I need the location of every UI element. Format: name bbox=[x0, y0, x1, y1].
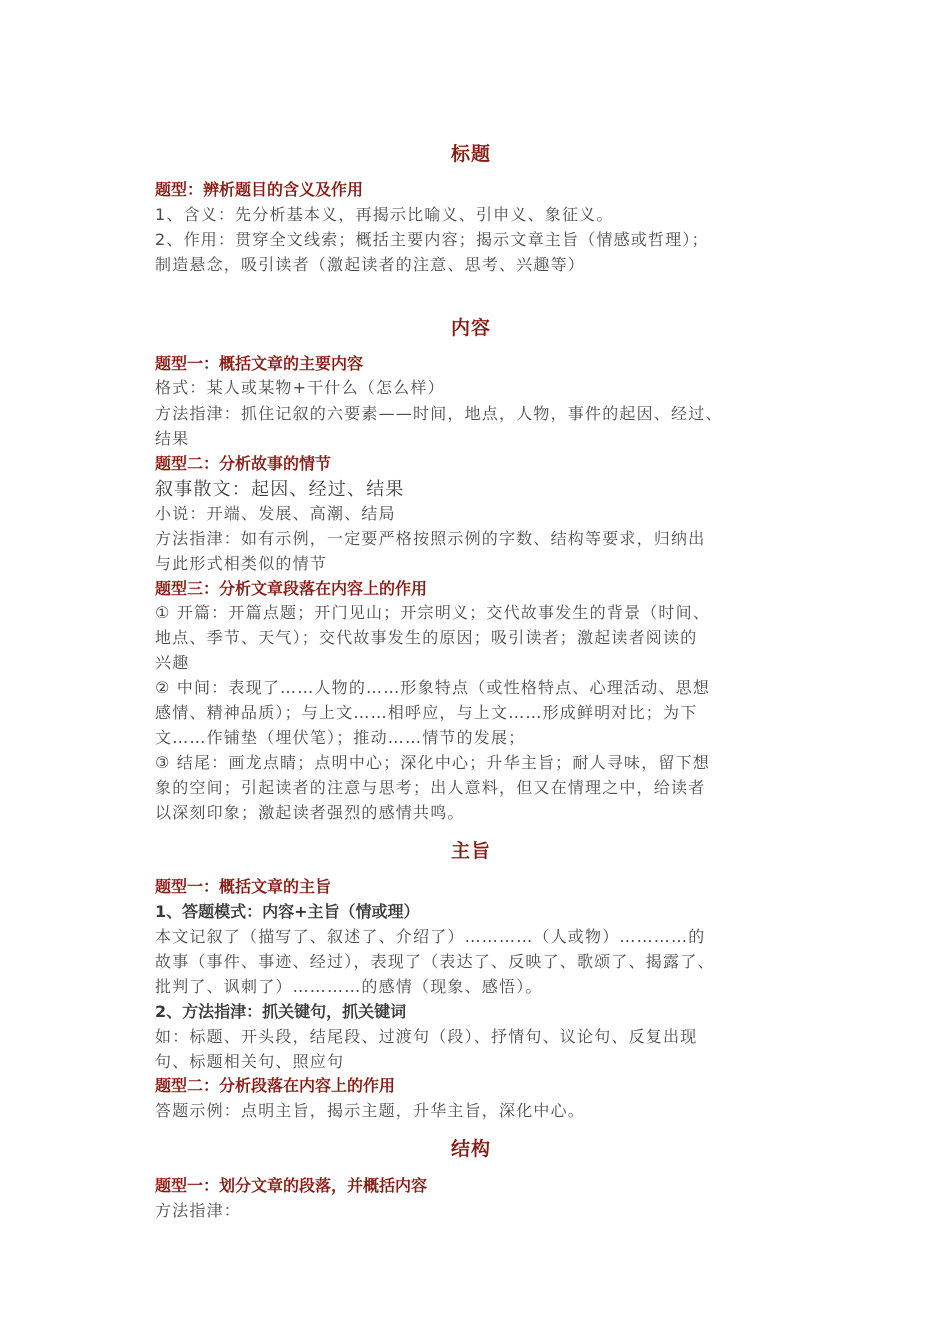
sub-heading: 1、答题模式：内容+主旨（情或理） bbox=[155, 902, 420, 921]
text-line: 以深刻印象；激起读者强烈的感情共鸣。 bbox=[155, 803, 465, 822]
section-heading-title: 标题 bbox=[450, 143, 491, 165]
text-line: 方法指津： bbox=[155, 1201, 242, 1220]
text-line: 方法指津：如有示例，一定要严格按照示例的字数、结构等要求，归纳出 bbox=[155, 529, 706, 548]
text-line: 感情、精神品质）；与上文……相呼应，与上文……形成鲜明对比；为下 bbox=[155, 703, 698, 722]
text-line: 批判了、讽刺了）…………的感情（现象、感悟）。 bbox=[155, 977, 543, 996]
text-line: 1、含义：先分析基本义，再揭示比喻义、引申义、象征义。 bbox=[155, 205, 614, 224]
section-heading-content: 内容 bbox=[450, 317, 491, 339]
text-line: 本文记叙了（描写了、叙述了、介绍了）…………（人或物）…………的 bbox=[155, 927, 706, 946]
text-line: 结果 bbox=[155, 429, 190, 448]
question-type-label: 题型二：分析段落在内容上的作用 bbox=[155, 1076, 396, 1095]
text-line: 句、标题相关句、照应句 bbox=[155, 1052, 345, 1071]
text-line: 方法指津：抓住记叙的六要素——时间，地点，人物，事件的起因、经过、 bbox=[155, 404, 723, 423]
text-line: 兴趣 bbox=[155, 653, 190, 672]
sub-heading: 2、方法指津：抓关键句，抓关键词 bbox=[155, 1002, 407, 1021]
text-line: ③ 结尾：画龙点睛；点明中心；深化中心；升华主旨；耐人寻味，留下想 bbox=[155, 753, 711, 772]
text-line: 与此形式相类似的情节 bbox=[155, 554, 328, 573]
section-heading-structure: 结构 bbox=[450, 1138, 491, 1160]
text-line: 2、作用：贯穿全文线索；概括主要内容；揭示文章主旨（情感或哲理）； bbox=[155, 230, 709, 249]
text-line: ① 开篇：开篇点题；开门见山；开宗明义；交代故事发生的背景（时间、 bbox=[155, 603, 711, 622]
section-heading-theme: 主旨 bbox=[450, 840, 491, 862]
question-type-label: 题型三：分析文章段落在内容上的作用 bbox=[155, 579, 428, 598]
text-line: 故事（事件、事迹、经过），表现了（表达了、反映了、歌颂了、揭露了、 bbox=[155, 952, 715, 971]
text-line: 小说：开端、发展、高潮、结局 bbox=[155, 504, 396, 523]
text-line: 如：标题、开头段，结尾段、过渡句（段）、抒情句、议论句、反复出现 bbox=[155, 1027, 698, 1046]
text-line: ② 中间：表现了……人物的……形象特点（或性格特点、心理活动、思想 bbox=[155, 678, 711, 697]
question-type-label: 题型：辨析题目的含义及作用 bbox=[155, 180, 364, 199]
question-type-label: 题型一：概括文章的主旨 bbox=[155, 877, 332, 896]
question-type-label: 题型一：划分文章的段落，并概括内容 bbox=[155, 1176, 428, 1195]
text-line: 叙事散文：起因、经过、结果 bbox=[155, 479, 405, 500]
text-line: 文……作铺垫（埋伏笔）；推动……情节的发展； bbox=[155, 728, 526, 747]
text-line: 格式：某人或某物+干什么（怎么样） bbox=[155, 378, 445, 397]
text-line: 制造悬念，吸引读者（激起读者的注意、思考、兴趣等） bbox=[155, 255, 586, 274]
question-type-label: 题型二：分析故事的情节 bbox=[155, 454, 332, 473]
text-line: 象的空间；引起读者的注意与思考；出人意料，但又在情理之中，给读者 bbox=[155, 778, 706, 797]
text-line: 答题示例：点明主旨，揭示主题，升华主旨，深化中心。 bbox=[155, 1101, 586, 1120]
question-type-label: 题型一：概括文章的主要内容 bbox=[155, 354, 364, 373]
text-line: 地点、季节、天气）；交代故事发生的原因；吸引读者；激起读者阅读的 bbox=[155, 628, 698, 647]
